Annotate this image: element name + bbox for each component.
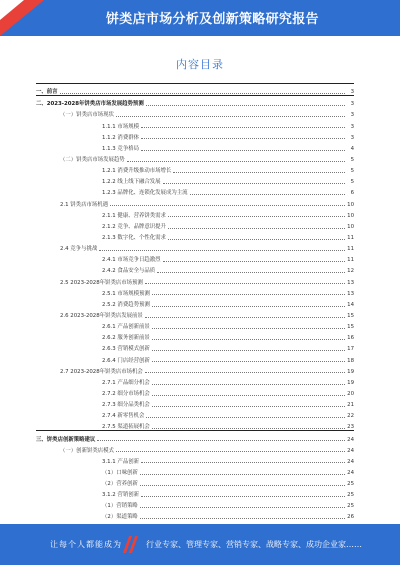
toc-entry[interactable] — [36, 341, 354, 352]
header-bar — [0, 0, 400, 36]
toc-page-number: 4 — [350, 145, 354, 152]
toc-entry[interactable] — [36, 252, 354, 263]
toc-heading: 内容目录 — [176, 58, 224, 71]
toc-entry[interactable] — [36, 487, 354, 498]
toc-entry[interactable] — [36, 454, 354, 465]
toc-entry-text: 2.6.1 产品创新前景 — [102, 324, 150, 331]
toc-entry[interactable] — [36, 107, 354, 118]
toc-dot-leader — [97, 439, 345, 441]
toc-entry-text: 2.1.3 数字化、个性化需求 — [102, 234, 166, 241]
toc-page-number: 3 — [350, 112, 354, 119]
toc-dot-leader — [110, 204, 345, 206]
toc-entry[interactable] — [36, 375, 354, 386]
toc-entry[interactable] — [36, 185, 354, 196]
toc-entry[interactable] — [36, 163, 354, 174]
toc-dot-leader — [140, 506, 345, 508]
toc-page-number: 5 — [350, 179, 354, 186]
toc-dot-leader — [152, 383, 345, 385]
toc-entry[interactable] — [36, 219, 354, 230]
toc-dot-leader — [140, 473, 345, 475]
toc-dot-leader — [163, 260, 345, 262]
toc-entry[interactable] — [36, 364, 354, 375]
toc-entry-text: 3.1.2 营销创新 — [102, 492, 139, 499]
toc-page-number: 5 — [350, 168, 354, 175]
toc-page-number: 24 — [347, 458, 354, 465]
toc-dot-leader — [157, 271, 345, 273]
toc-entry[interactable] — [36, 274, 354, 285]
toc-entry[interactable] — [36, 430, 354, 442]
toc-entry[interactable] — [36, 174, 354, 185]
toc-dot-leader — [99, 249, 345, 251]
toc-dot-leader — [152, 305, 345, 307]
toc-page-number: 24 — [347, 447, 354, 454]
toc-entry-text: 2.7.5 渠道拓展机会 — [102, 424, 150, 431]
toc-page-number: 23 — [347, 424, 354, 431]
toc-entry-text: 2.5.2 消费趋势预测 — [102, 301, 150, 308]
toc-dot-leader — [141, 495, 345, 497]
toc-dot-leader — [146, 104, 345, 106]
toc-entry[interactable] — [36, 230, 354, 241]
toc-entry-text: 2.7.2 细分市场机会 — [102, 390, 150, 397]
toc-entry-text: 2.4 竞争与挑战 — [60, 246, 98, 253]
toc-page-number: 13 — [347, 290, 354, 297]
toc-entry-text: （一）饼类店市场现状 — [60, 112, 114, 119]
toc-dot-leader — [141, 137, 345, 139]
toc-entry[interactable] — [36, 308, 354, 319]
toc-dot-leader — [163, 182, 345, 184]
toc-entry[interactable] — [36, 319, 354, 330]
toc-dot-leader — [116, 115, 345, 117]
toc-entry[interactable] — [36, 330, 354, 341]
toc-entry-text: （1）营销策略 — [102, 503, 138, 510]
toc-entry-text: 1.2.3 品牌化、连锁化发展成为主流 — [102, 190, 188, 197]
toc-dot-leader — [145, 371, 345, 373]
toc-page-number: 18 — [347, 357, 354, 364]
toc-entry-text: （1）口味创新 — [102, 469, 138, 476]
toc-page-number: 25 — [347, 503, 354, 510]
toc-entry-text: （2）营养创新 — [102, 481, 138, 488]
toc-entry[interactable] — [36, 419, 354, 430]
toc-entry[interactable] — [36, 152, 354, 163]
toc-dot-leader — [168, 238, 345, 240]
toc-page-number: 25 — [347, 492, 354, 499]
toc-entry[interactable] — [36, 95, 354, 107]
toc-entry-text: 2.7 2023-2028年饼类店市场机会 — [60, 368, 143, 375]
report-title: 饼类店市场分析及创新策略研究报告 — [106, 12, 319, 27]
toc-entry-text: 2.1 饼类店市场机遇 — [60, 201, 109, 208]
toc-page-number: 13 — [347, 279, 354, 286]
toc-dot-leader — [140, 484, 345, 486]
toc-page-number: 22 — [347, 413, 354, 420]
toc-dot-leader — [168, 227, 345, 229]
toc-entry-text: 2.5 2023-2028年饼类店市场预测 — [60, 279, 143, 286]
toc-dot-leader — [190, 193, 345, 195]
toc-dot-leader — [152, 338, 345, 340]
toc-entry-text: 2.4.1 市场竞争日趋激烈 — [102, 257, 161, 264]
toc-page-number: 19 — [347, 379, 354, 386]
toc-page-number: 3 — [350, 101, 354, 108]
toc-entry-text: （一）创新饼类店模式 — [60, 447, 114, 454]
toc-dot-leader — [141, 461, 345, 463]
toc-entry-text: 3.1.1 产品创新 — [102, 458, 139, 465]
toc-page-number: 15 — [347, 312, 354, 319]
toc-page-number: 10 — [347, 223, 354, 230]
toc-entry-text: 2.7.3 细分品类机会 — [102, 402, 150, 409]
toc-entry[interactable] — [36, 465, 354, 476]
toc-entry-text: （二）饼类店市场发展趋势 — [60, 156, 125, 163]
toc-page-number: 26 — [347, 514, 354, 521]
toc-page-number: 20 — [347, 390, 354, 397]
toc-dot-leader — [141, 126, 345, 128]
toc-page-number: 16 — [347, 335, 354, 342]
toc-entry[interactable] — [36, 241, 354, 252]
toc-entry[interactable] — [36, 118, 354, 129]
toc-entry-text: 三、饼类店创新策略建议 — [36, 436, 96, 443]
toc-entry[interactable] — [36, 352, 354, 363]
toc-entry[interactable] — [36, 286, 354, 297]
toc-dot-leader — [60, 92, 345, 94]
toc-entry[interactable] — [36, 263, 354, 274]
toc-dot-leader — [152, 327, 345, 329]
footer-bar — [0, 524, 400, 565]
toc-entry-text: 2.1.2 竞争、品牌意识提升 — [102, 223, 166, 230]
toc-page-number: 11 — [347, 257, 354, 264]
toc-entry[interactable] — [36, 297, 354, 308]
toc-dot-leader — [168, 215, 345, 217]
toc-entry[interactable] — [36, 443, 354, 454]
toc-entry-text: 1.1.1 市场规模 — [102, 123, 139, 130]
header-white-corner — [0, 0, 24, 20]
toc-entry-text: 2.7.4 新零售机会 — [102, 413, 145, 420]
toc-dot-leader — [146, 416, 345, 418]
toc-dot-leader — [145, 316, 345, 318]
toc-dot-leader — [140, 517, 345, 519]
toc-entry-text: 2.6 2023-2028年饼类店发展前景 — [60, 312, 143, 319]
toc-entry-text: 二、2023-2028年饼类店市场发展趋势预测 — [36, 101, 144, 108]
toc-entry-text: 2.7.1 产品细分机会 — [102, 379, 150, 386]
toc-entry[interactable] — [36, 476, 354, 487]
toc-page-number: 10 — [347, 212, 354, 219]
toc-page-number: 6 — [350, 190, 354, 197]
toc-entry-text: 1.1.3 竞争格局 — [102, 145, 139, 152]
footer-slogan-left: 让每个人都能成为 — [50, 540, 122, 549]
toc-page-number: 3 — [350, 134, 354, 141]
toc-entry[interactable] — [36, 498, 354, 509]
toc-dot-leader — [152, 360, 345, 362]
toc-entry[interactable] — [36, 196, 354, 207]
toc-entry[interactable] — [36, 130, 354, 141]
toc-page-number: 14 — [347, 301, 354, 308]
toc-page-number: 24 — [347, 436, 354, 443]
toc-dot-leader — [152, 405, 345, 407]
toc-entry-text: 2.4.2 食品安全与品质 — [102, 268, 156, 275]
toc-page-number: 21 — [347, 402, 354, 409]
toc-entry-text: （2）渠道策略 — [102, 514, 138, 521]
toc-entry[interactable] — [36, 397, 354, 408]
toc-entry[interactable] — [36, 208, 354, 219]
toc-entry-text: 2.6.4 门店经营创新 — [102, 357, 150, 364]
toc-page-number: 17 — [347, 346, 354, 353]
toc-page-number: 10 — [347, 201, 354, 208]
toc-page-number: 12 — [347, 268, 354, 275]
toc-dot-leader — [145, 282, 345, 284]
toc-page-number: 19 — [347, 368, 354, 375]
toc-page-number: 11 — [347, 234, 354, 241]
toc-dot-leader — [116, 450, 345, 452]
toc-page-number: 5 — [350, 156, 354, 163]
toc-page-number: 11 — [347, 246, 354, 253]
toc-entry[interactable] — [36, 386, 354, 397]
toc-dot-leader — [152, 427, 345, 429]
toc-entry-text: 一、前言 — [36, 89, 58, 96]
toc-entry[interactable] — [36, 83, 354, 95]
toc-entry[interactable] — [36, 408, 354, 419]
toc-page-number: 25 — [347, 481, 354, 488]
toc-entry-text: 1.1.2 消费群体 — [102, 134, 139, 141]
toc-page-number: 15 — [347, 324, 354, 331]
toc-dot-leader — [127, 160, 345, 162]
toc-entry[interactable] — [36, 509, 354, 520]
toc-dot-leader — [173, 171, 345, 173]
toc-entry-text: 2.6.3 营销模式创新 — [102, 346, 150, 353]
toc-page-number: 3 — [350, 123, 354, 130]
toc-entry-text: 2.5.1 市场规模预测 — [102, 290, 150, 297]
toc-dot-leader — [152, 293, 345, 295]
toc-entry-text: 2.6.2 服务创新前景 — [102, 335, 150, 342]
table-of-contents — [36, 83, 354, 532]
toc-page-number: 3 — [350, 89, 354, 96]
footer-slogan-right: 行业专家、管理专家、营销专家、战略专家、成功企业家…… — [146, 540, 362, 549]
toc-entry-text: 2.1.1 健康、营养饼类需求 — [102, 212, 166, 219]
toc-entry-text: 1.2.2 线上线下融合发展 — [102, 179, 161, 186]
toc-dot-leader — [152, 349, 345, 351]
toc-page-number: 24 — [347, 469, 354, 476]
toc-dot-leader — [141, 149, 345, 151]
toc-entry[interactable] — [36, 141, 354, 152]
toc-entry-text: 1.2.1 消费升级推动市场增长 — [102, 168, 172, 175]
toc-dot-leader — [152, 394, 345, 396]
